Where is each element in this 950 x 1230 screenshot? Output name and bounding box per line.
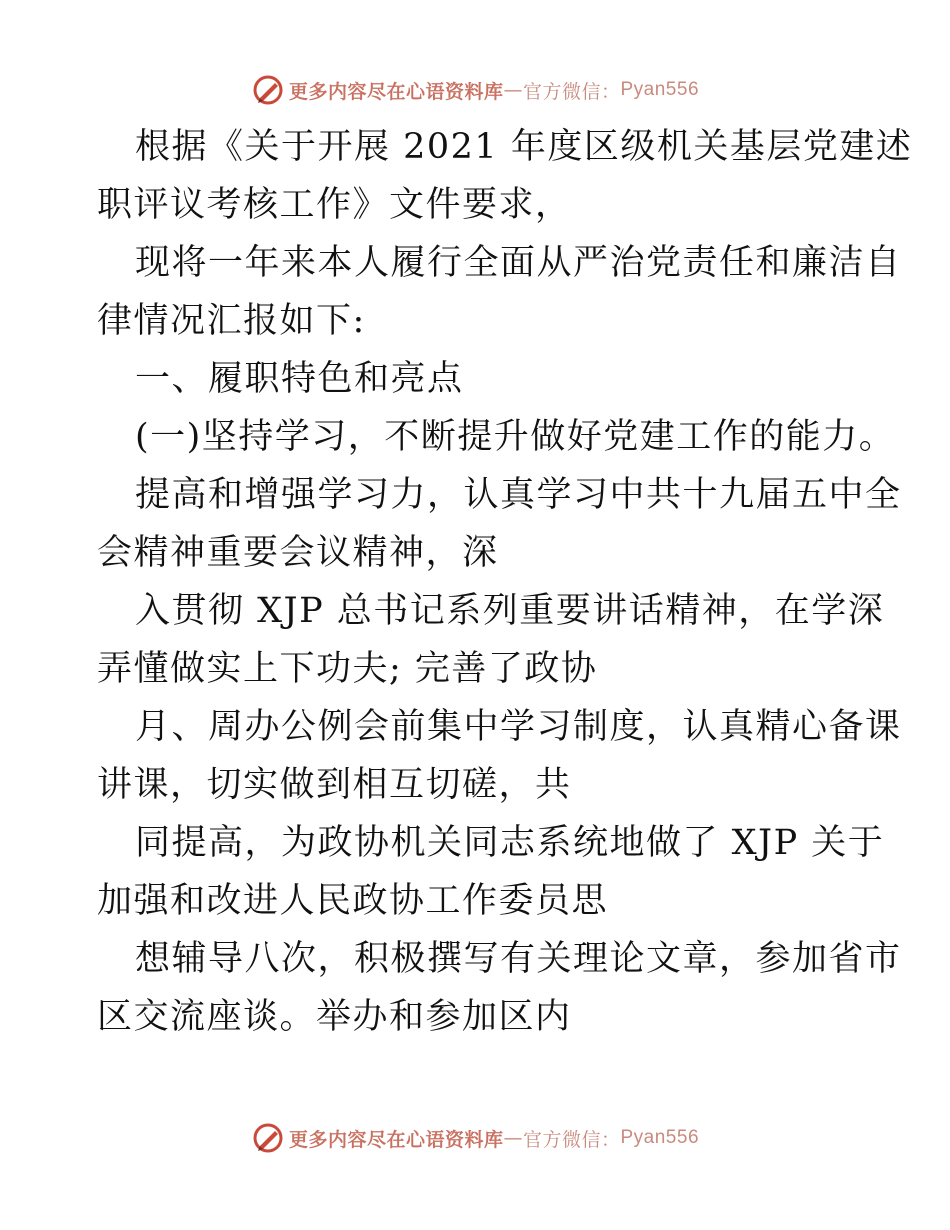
pen-logo-icon [251,1121,285,1155]
body-line: 入贯彻 XJP 总书记系列重要讲话精神，在学深 [135,591,885,631]
body-line: 根据《关于开展 2021 年度区级机关基层党建述 [135,127,913,167]
watermark-contact-label: 官方微信： [522,80,621,103]
watermark-contact-label: 官方微信： [522,1128,621,1151]
body-line: 职评议考核工作》文件要求， [97,185,572,225]
body-line: 想辅导八次，积极撰写有关理论文章，参加省市 [135,939,902,979]
body-line: 弄懂做实上下功夫; 完善了政协 [97,649,598,689]
section-heading: 一、履职特色和亮点 [135,359,464,399]
watermark-contact-id: Pyan556 [620,79,700,100]
watermark-contact-id: Pyan556 [620,1127,700,1148]
watermark-separator: — [503,1127,523,1149]
body-line: 讲课，切实做到相互切磋，共 [97,765,572,805]
watermark-brand: 更多内容尽在心语资料库 [288,80,504,103]
watermark-separator: — [503,79,523,101]
body-line: 区交流座谈。举办和参加区内 [97,997,572,1037]
body-line: 会精神重要会议精神，深 [97,533,499,573]
body-line: 同提高，为政协机关同志系统地做了 XJP 关于 [135,823,885,863]
watermark-header [0,70,950,110]
watermark-brand: 更多内容尽在心语资料库 [288,1128,504,1151]
pen-logo-icon [251,73,285,107]
body-line: 现将一年来本人履行全面从严治党责任和廉洁自 [135,243,902,283]
body-line: 律情况汇报如下: [97,301,366,341]
watermark-footer [0,1118,950,1158]
body-line: 加强和改进人民政协工作委员思 [97,881,609,921]
subsection-heading: (一)坚持学习，不断提升做好党建工作的能力。 [135,417,896,457]
body-line: 提高和增强学习力，认真学习中共十九届五中全 [135,475,902,515]
body-line: 月、周办公例会前集中学习制度，认真精心备课 [135,707,902,747]
